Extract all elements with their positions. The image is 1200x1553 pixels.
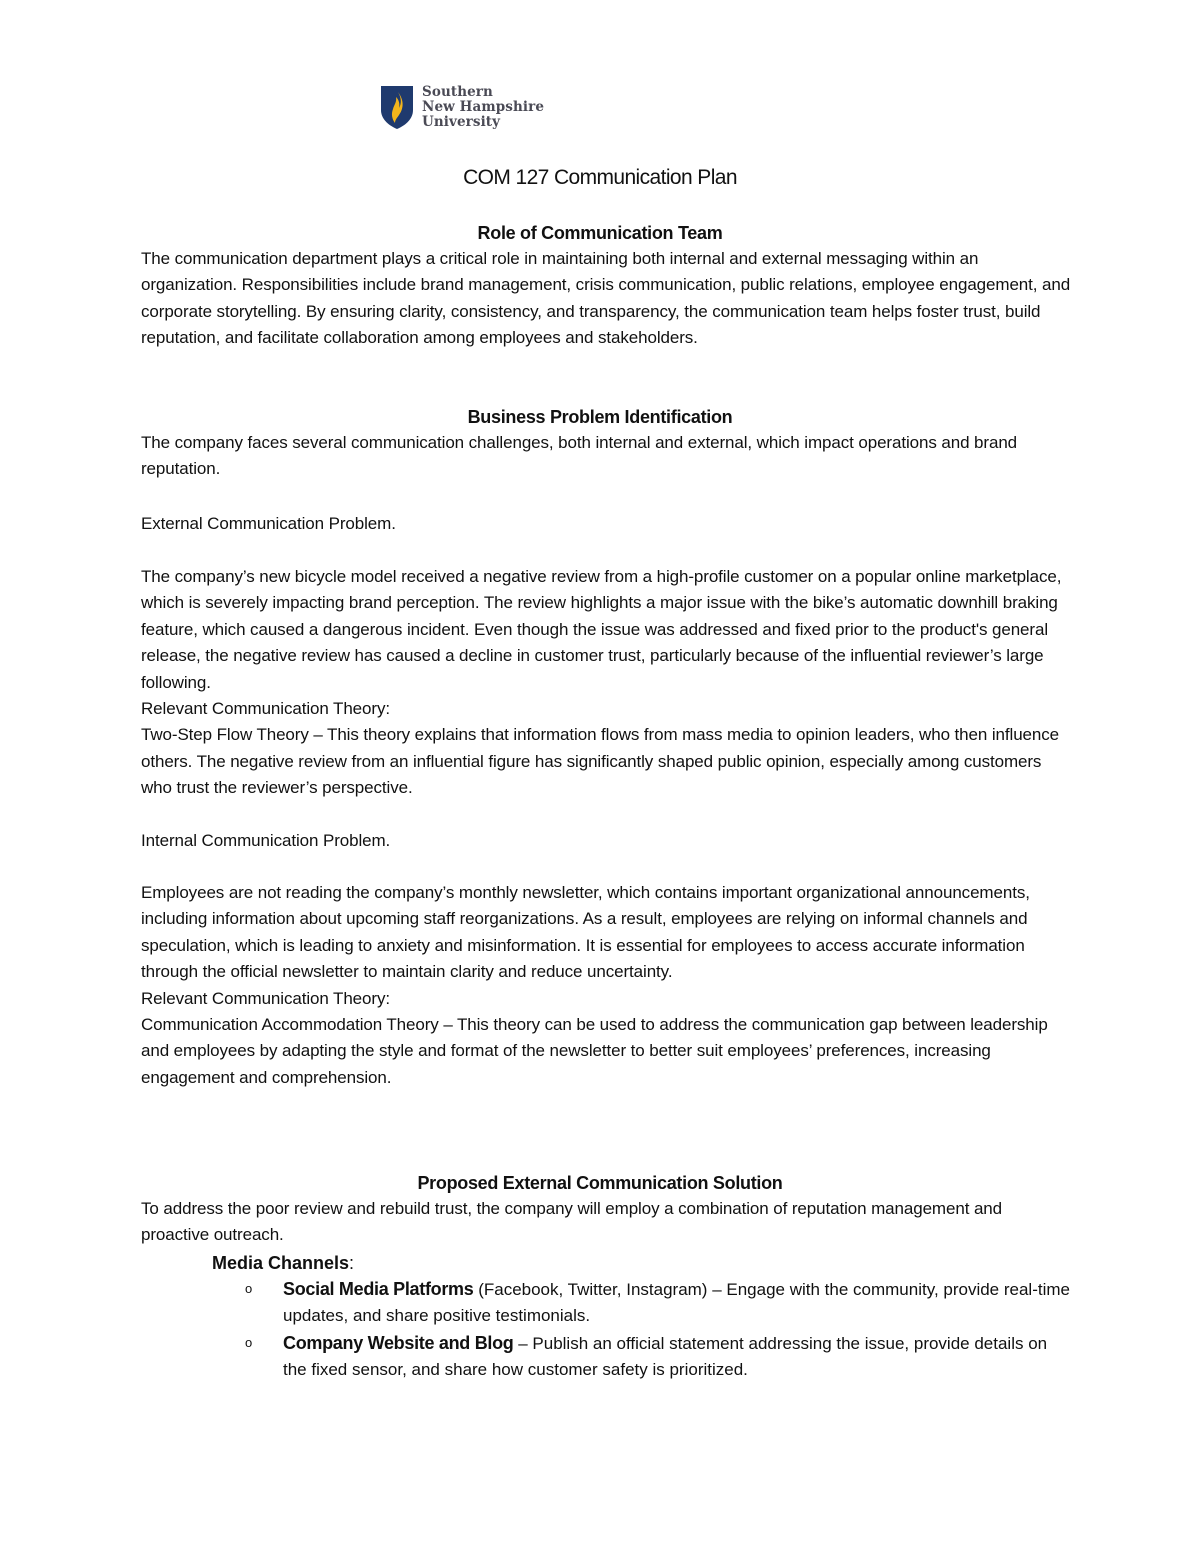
internal-problem-label: Internal Communication Problem.: [141, 831, 391, 850]
external-problem-paragraph: The company’s new bicycle model received a negative review from a high-profile customer on a popular online marketplace, which is severely impacting brand perception. The review highlights a major issue with the bike’s automatic downhill braking feature, which caused a dangerous incident. Even though the issue was addressed and fixed prior to the product's general release, the negative review has caused a decline in customer trust, particularly because of the influential reviewer’s large following.: [141, 567, 1062, 692]
internal-theory-label: Relevant Communication Theory:: [141, 988, 390, 1008]
internal-problem-paragraph: Employees are not reading the company’s monthly newsletter, which contains important organizational announcements, including information about upcoming staff reorganizations. As a result, employees are relying on informal channels and speculation, which is leading to anxiety and misinformation. It is essential for employees to access accurate information through the official newsletter to maintain clarity and reduce uncertainty.: [141, 883, 1030, 982]
logo-line-3: University: [422, 113, 501, 130]
list-item: [241, 1276, 1071, 1330]
document-title: COM 127 Communication Plan: [463, 166, 737, 189]
solution-section: [141, 1170, 1071, 1249]
logo-wordmark: [422, 85, 544, 130]
role-section: [141, 220, 1071, 352]
hollow-bullet-icon: o: [245, 1334, 253, 1350]
media-channels-label: [212, 1250, 354, 1276]
solution-heading: Proposed External Communication Solution: [417, 1173, 783, 1193]
logo-line-1: Southern: [422, 83, 493, 100]
solution-intro: To address the poor review and rebuild trust, the company will employ a combination of reputation management and proactive outreach.: [141, 1199, 1003, 1245]
logo-line-2: New Hampshire: [422, 98, 545, 115]
channel-detail: (Facebook, Twitter, Instagram) – Engage with the community, provide real-time updates, and share positive testimonials.: [283, 1280, 1070, 1326]
internal-problem-block: [141, 880, 1071, 1091]
problem-intro: The company faces several communication challenges, both internal and external, which impact operations and brand reputation.: [141, 433, 1018, 479]
problem-heading: Business Problem Identification: [467, 407, 733, 427]
external-theory-label: Relevant Communication Theory:: [141, 699, 390, 719]
external-problem-label: External Communication Problem.: [141, 514, 396, 533]
channel-name: Social Media Platforms: [283, 1279, 474, 1299]
role-heading: Role of Communication Team: [477, 223, 723, 243]
problem-section: [141, 404, 1071, 483]
internal-theory-paragraph: Communication Accommodation Theory – This theory can be used to address the communication gap between leadership and employees by adapting the style and format of the newsletter to better suit employees’ preferences, increasing engagement and comprehension.: [141, 1015, 1048, 1087]
channel-name: Company Website and Blog: [283, 1332, 514, 1353]
external-problem-block: [141, 564, 1071, 802]
media-channels-list: [241, 1276, 1071, 1384]
university-logo: [380, 84, 544, 130]
hollow-bullet-icon: o: [245, 1281, 253, 1296]
external-theory-paragraph: Two-Step Flow Theory – This theory explains that information flows from mass media to opinion leaders, who then influence others. The negative review from an influential figure has significantly shaped public opinion, especially among customers who trust the reviewer’s perspective.: [141, 725, 1060, 798]
role-paragraph: The communication department plays a critical role in maintaining both internal and external messaging within an organization. Responsibilities include brand management, crisis communication, public relations, employee engagement, and corporate storytelling. By ensuring clarity, consistency, and transparency, the communication team helps foster trust, build reputation, and facilitate collaboration among employees and stakeholders.: [141, 249, 1071, 348]
media-channels-colon: :: [349, 1253, 355, 1273]
channel-detail: – Publish an official statement addressing the issue, provide details on the fixed sensor, and share how customer safety is prioritized.: [283, 1333, 1048, 1380]
shield-flame-icon: [380, 84, 414, 130]
list-item: [241, 1330, 1071, 1384]
media-channels-label-text: Media Channels: [212, 1253, 350, 1273]
